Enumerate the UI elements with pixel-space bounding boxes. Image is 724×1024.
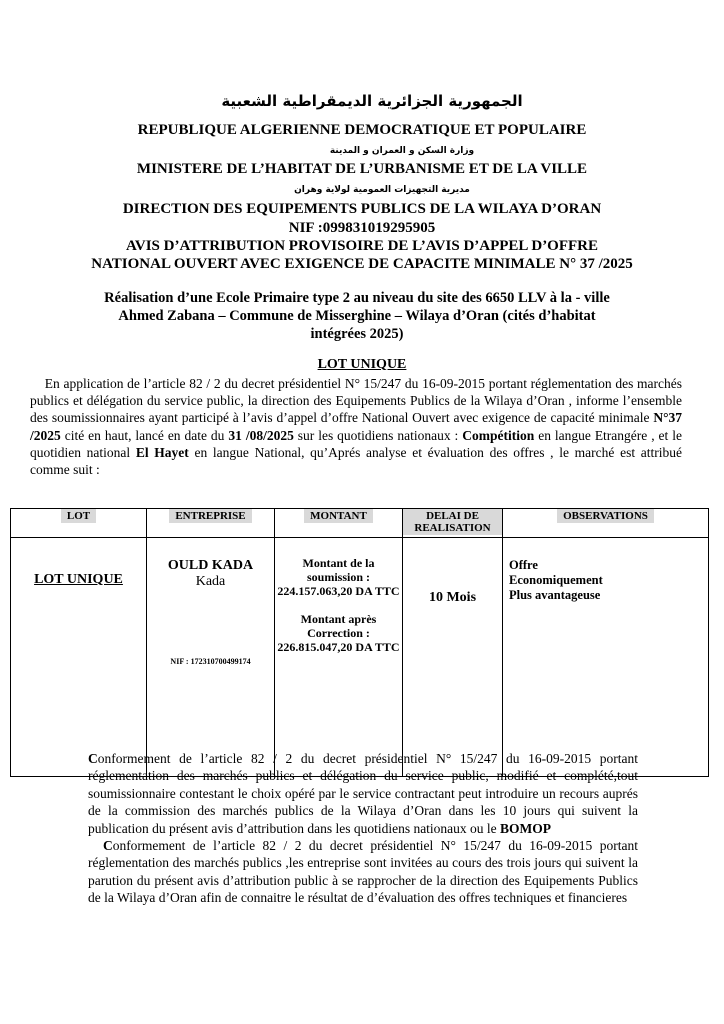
entreprise-first-name: Kada xyxy=(195,574,226,589)
montant-correction-value: 226.815.047,20 DA TTC xyxy=(277,640,400,654)
cell-lot: LOT UNIQUE xyxy=(11,538,147,777)
attribution-table xyxy=(10,508,709,777)
header-observations: OBSERVATIONS xyxy=(503,509,709,538)
notice-title-line2: NATIONAL OUVERT AVEC EXIGENCE DE CAPACITE MINIMALE N° 37 /2025 xyxy=(91,256,633,272)
intro-text-5: en langue National, qu’Aprés analyse et évaluation des offres , le marché est attribué comme suit : xyxy=(30,444,682,478)
evaluation-text: onformement de l’article 82 / 2 du decret présidentiel N° 15/247 du 16-09-2015 portant réglementation des marchés publics ,les entreprise sont invitées au cours des trois jours qui suivent la parution du présent avis d’attribution public à se rapprocher de la direction des Equipements Publics de la Wilaya d’Oran afin de connaitre le résultat de d’évaluation des offres techniques et financieres xyxy=(88,838,638,906)
newspaper-competition: Compétition xyxy=(462,427,535,443)
observation-line2: Economiquement xyxy=(509,573,603,587)
montant-soumission-label: Montant de la soumission : xyxy=(302,556,375,584)
lot-title: LOT UNIQUE xyxy=(317,357,407,372)
header-montant: MONTANT xyxy=(275,509,403,538)
cell-delai: 10 Mois xyxy=(403,538,503,777)
montant-correction-label: Montant après Correction : xyxy=(300,612,377,640)
nif-number: NIF :099831019295905 xyxy=(288,220,436,236)
arabic-ministry-title: وزارة السكن و العمران و المدينة xyxy=(329,146,475,156)
header-delai: DELAI DE REALISATION xyxy=(403,509,503,538)
observation-line3: Plus avantageuse xyxy=(509,588,601,602)
direction-title: DIRECTION DES EQUIPEMENTS PUBLICS DE LA WILAYA D’ORAN xyxy=(122,201,602,217)
intro-text-2: cité en haut, lancé en date du xyxy=(60,427,229,443)
intro-text-1: En application de l’article 82 / 2 du decret présidentiel N° 15/247 du 16-09-2015 portant réglementation des marchés publics et délégation du service public, la direction des Equipements Publics de la Wilaya d’Oran , informe l’ensemble des soumissionnaires ayant participé à l’avis d’appel d’offre National Ouvert avec exigence de capacité minimale xyxy=(30,376,682,426)
table-row xyxy=(11,538,709,777)
closing-section xyxy=(88,750,638,907)
table-header-row xyxy=(11,509,709,538)
observation-line1: Offre xyxy=(509,558,538,572)
arabic-republic-title: الجمهورية الجزائرية الديمقراطية الشعبية xyxy=(221,92,523,110)
dropcap-c-2: C xyxy=(102,838,113,854)
appeal-text: onformement de l’article 82 / 2 du decret présidentiel N° 15/247 du 16-09-2015 portant réglementation des marchés publics et délégation du service public, modifié et complété,tout soumissionnaire contestant le choix opéré par le service contractant peut introduire un recours auprés de la commission des marchés publics de la Wilaya d’Oran dans les 10 jours qui suivent la publication du présent avis d’attribution dans les quotidiens nationaux ou le xyxy=(88,751,638,836)
evaluation-paragraph xyxy=(88,837,638,907)
cell-montant xyxy=(275,538,403,777)
project-subject: Réalisation d’une Ecole Primaire type 2 au niveau du site des 6650 LLV à la - ville Ahmed Zabana – Commune de Misserghine – Wilaya d’Oran (cités d’habitat intégrées 2025) xyxy=(104,290,610,342)
header-entreprise: ENTREPRISE xyxy=(147,509,275,538)
arabic-direction-title: مديرية التجهيزات العمومية لولاية وهران xyxy=(294,185,470,195)
entreprise-name: OULD KADA xyxy=(167,558,254,573)
intro-text-3: sur les quotidiens nationaux : xyxy=(293,427,463,443)
dropcap-c-1: C xyxy=(88,751,98,766)
intro-text-4: en langue Etrangére , et le quotidien national xyxy=(30,427,682,460)
cell-observations xyxy=(503,538,709,777)
notice-title-line1: AVIS D’ATTRIBUTION PROVISOIRE DE L’AVIS D’APPEL D’OFFRE xyxy=(125,238,599,254)
cell-entreprise xyxy=(147,538,275,777)
bomop-label: BOMOP xyxy=(500,820,552,836)
ministry-title: MINISTERE DE L’HABITAT DE L’URBANISME ET DE LA VILLE xyxy=(136,161,588,177)
entreprise-nif: NIF : 172310700499174 xyxy=(170,657,251,666)
republic-title: REPUBLIQUE ALGERIENNE DEMOCRATIQUE ET POPULAIRE xyxy=(137,122,587,138)
launch-date: 31 /08/2025 xyxy=(228,427,294,443)
intro-paragraph xyxy=(30,375,682,478)
appeal-paragraph xyxy=(88,750,638,837)
montant-soumission-value: 224.157.063,20 DA TTC xyxy=(277,584,400,598)
header-lot: LOT xyxy=(11,509,147,538)
tender-reference: N°37 /2025 xyxy=(30,410,682,443)
newspaper-el-hayet: El Hayet xyxy=(135,444,189,460)
